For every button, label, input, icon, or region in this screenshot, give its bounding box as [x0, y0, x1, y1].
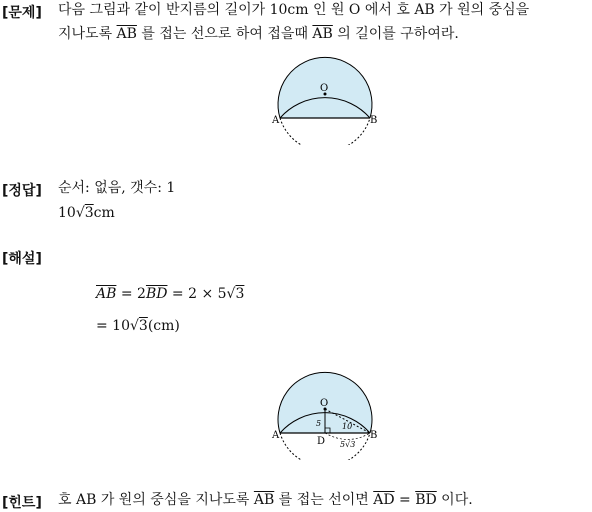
problem-line-1: 다음 그림과 같이 반지름의 길이가 10cm 인 원 O 에서 호 AB 가 원의 중심을 [58, 2, 530, 18]
fig2-label-a: A [272, 430, 280, 441]
explanation-eq-2: = 10√3(cm) [96, 318, 180, 334]
fig2-label-5: 5 [316, 419, 322, 428]
answer-order: 순서: 없음, 갯수: 1 [58, 180, 176, 196]
fig2-label-5r3: 5√3 [340, 440, 356, 449]
answer-tag: [정답] [2, 183, 42, 199]
explanation-tag: [해설] [2, 251, 42, 267]
hint-tag: [힌트] [2, 495, 42, 511]
problem-tag: [문제] [2, 5, 42, 21]
answer-value: 10√3cm [58, 205, 115, 221]
fig1-label-a: A [272, 115, 280, 126]
hint-text: 호 AB 가 원의 중심을 지나도록 $\overline{AB}$ 를 접는 선이면 $\overline{AD} = \overline{BD}$ 이다. [58, 492, 473, 508]
problem-line-2: 지나도록 $\overline{AB}$ 를 접는 선으로 하여 접을때 $\overline{AB}$ 의 길이를 구하여라. [58, 26, 459, 42]
explanation-eq-1: $\overline{AB} = 2\overline{BD} = 2 \times 5√3$ [96, 286, 245, 302]
explanation-figure [270, 360, 380, 460]
fig2-label-b: B [370, 430, 378, 441]
fig2-label-o: O [320, 398, 329, 409]
fig2-label-d: D [317, 436, 326, 447]
fig1-label-b: B [370, 115, 378, 126]
fig2-label-10: 10 [342, 422, 353, 431]
problem-figure [270, 45, 380, 145]
fig1-label-o: O [320, 83, 329, 94]
